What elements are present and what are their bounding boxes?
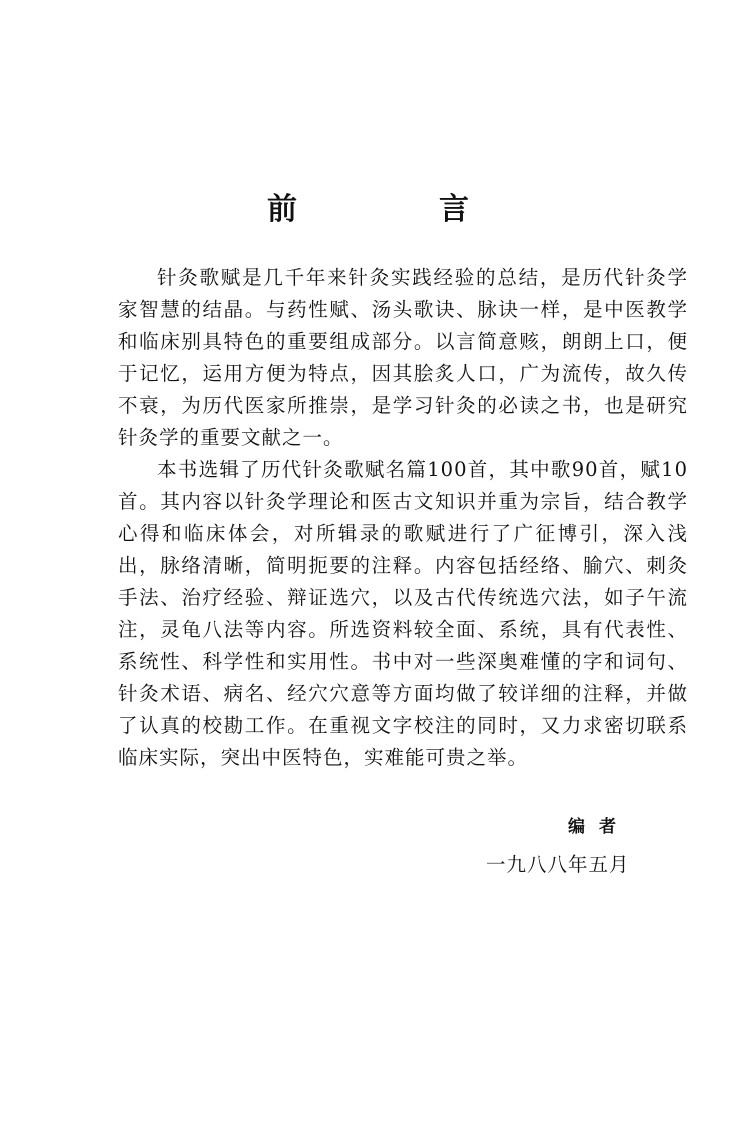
preface-body	[118, 262, 688, 774]
publication-date: 一九八八年五月	[486, 853, 630, 876]
paragraph-2: 本书选辑了历代针灸歌赋名篇100首，其中歌90首，赋10首。其内容以针灸学理论和医古文知识并重为宗旨，结合教学心得和临床体会，对所辑录的歌赋进行了广征博引，深入浅出，脉络清晰，简明扼要的注释。内容包括经络、腧穴、刺灸手法、治疗经验、辩证选穴，以及古代传统选穴法，如子午流注，灵龟八法等内容。所选资料较全面、系统，具有代表性、系统性、科学性和实用性。书中对一些深奥难懂的字和词句、针灸术语、病名、经穴穴意等方面均做了较详细的注释，并做了认真的校勘工作。在重视文字校注的同时，又力求密切联系临床实际，突出中医特色，实难能可贵之举。	[118, 458, 688, 769]
paragraph-1: 针灸歌赋是几千年来针灸实践经验的总结，是历代针灸学家智慧的结晶。与药性赋、汤头歌诀、脉诀一样，是中医教学和临床别具特色的重要组成部分。以言简意赅，朗朗上口，便于记忆，运用方便为特点，因其脍炙人口，广为流传，故久传不衰，为历代医家所推崇，是学习针灸的必读之书，也是研究针灸学的重要文献之一。	[118, 266, 688, 449]
author-signature: 编者	[568, 817, 630, 837]
page-title: 前 言	[267, 192, 525, 228]
